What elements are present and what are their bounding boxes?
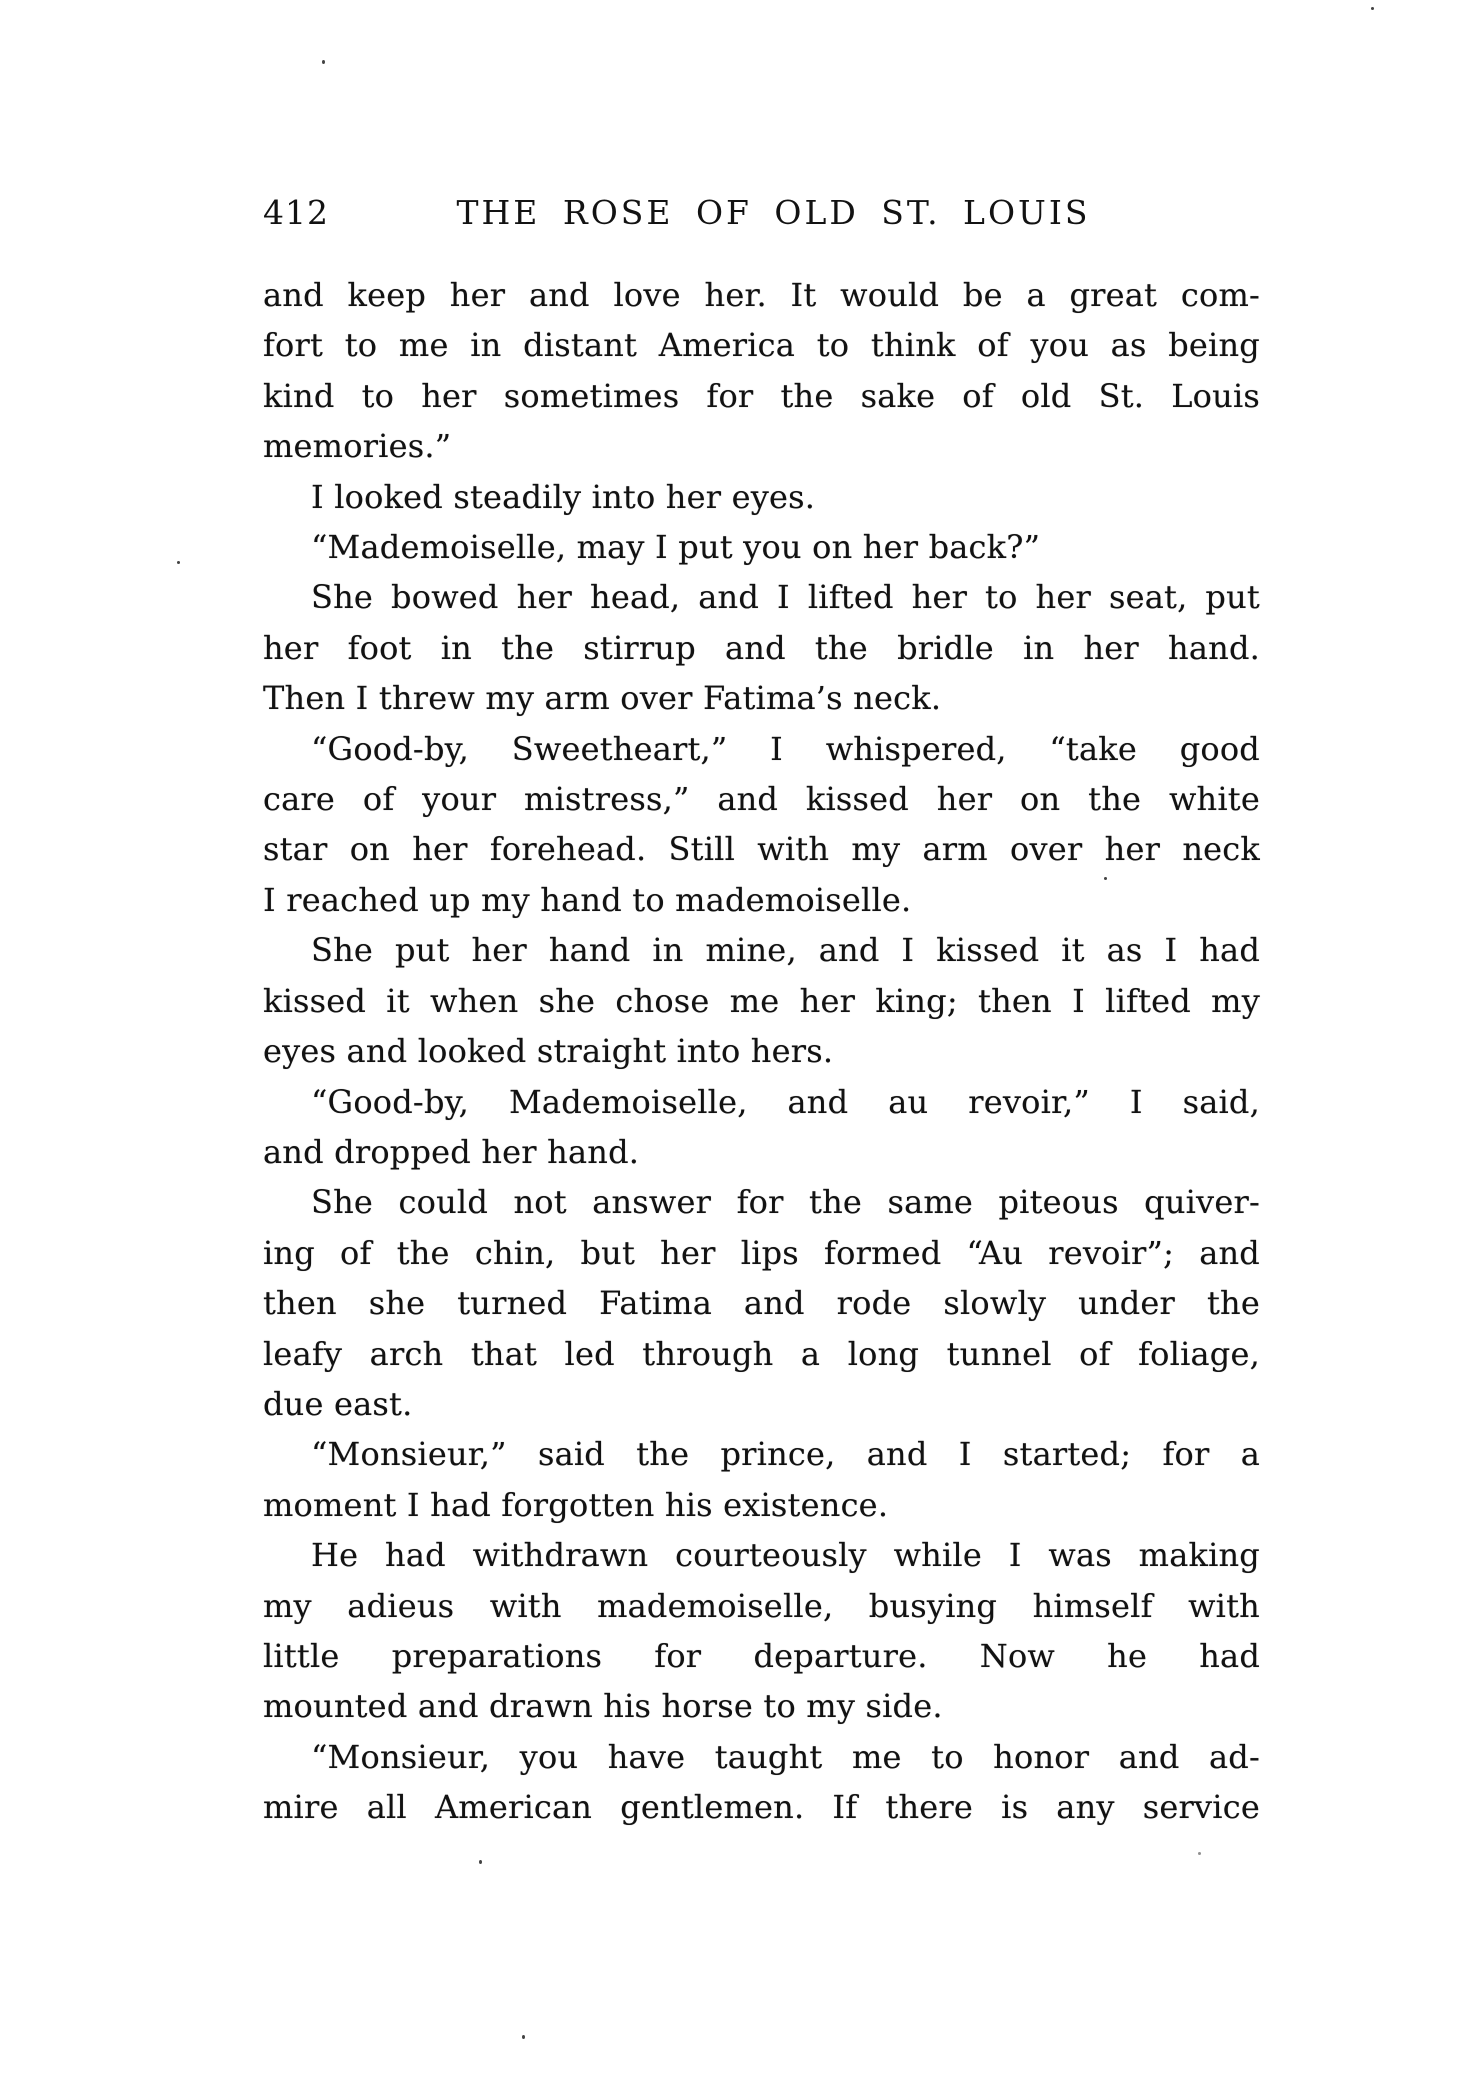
paragraph bbox=[263, 1077, 1260, 1178]
paragraph bbox=[263, 925, 1260, 1076]
text-line: fort to me in distant America to think of you as being bbox=[263, 326, 1260, 365]
text-line: and dropped her hand. bbox=[263, 1132, 640, 1171]
body-text bbox=[263, 270, 1260, 1833]
running-title: THE ROSE OF OLD ST. LOUIS bbox=[456, 193, 1091, 232]
text-line: He had withdrawn courteously while I was making bbox=[311, 1536, 1260, 1575]
paragraph bbox=[263, 472, 1260, 522]
paragraph bbox=[263, 572, 1260, 723]
text-line: kind to her sometimes for the sake of old St. Louis bbox=[263, 376, 1260, 415]
text-line: She could not answer for the same piteous quiver- bbox=[311, 1183, 1260, 1222]
scan-speck bbox=[177, 561, 180, 564]
text-line: I reached up my hand to mademoiselle. bbox=[263, 880, 912, 919]
scan-speck bbox=[522, 2035, 525, 2039]
text-line: “Good-by, Mademoiselle, and au revoir,” I said, bbox=[311, 1082, 1260, 1121]
text-line: eyes and looked straight into hers. bbox=[263, 1032, 834, 1071]
text-line: kissed it when she chose me her king; then I lifted my bbox=[263, 981, 1260, 1020]
paragraph bbox=[263, 724, 1260, 926]
page-header bbox=[263, 193, 1260, 233]
text-line: “Monsieur, you have taught me to honor and ad- bbox=[311, 1737, 1260, 1776]
page-number: 412 bbox=[263, 193, 329, 232]
text-line: I looked steadily into her eyes. bbox=[311, 477, 816, 516]
text-line: star on her forehead. Still with my arm over her neck bbox=[263, 830, 1260, 869]
text-line: mire all American gentlemen. If there is any service bbox=[263, 1788, 1260, 1827]
paragraph bbox=[263, 1732, 1260, 1833]
scan-speck bbox=[1371, 7, 1374, 10]
paragraph bbox=[263, 522, 1260, 572]
text-line: her foot in the stirrup and the bridle in her hand. bbox=[263, 628, 1260, 667]
text-line: leafy arch that led through a long tunnel of foliage, bbox=[263, 1334, 1260, 1373]
text-line: care of your mistress,” and kissed her on the white bbox=[263, 780, 1260, 819]
text-line: She put her hand in mine, and I kissed it as I had bbox=[311, 931, 1260, 970]
text-line: moment I had forgotten his existence. bbox=[263, 1485, 889, 1524]
text-line: and keep her and love her. It would be a great com- bbox=[263, 276, 1260, 314]
text-line: “Mademoiselle, may I put you on her back?” bbox=[311, 528, 1041, 567]
text-line: my adieus with mademoiselle, busying himself with bbox=[263, 1586, 1260, 1625]
scan-speck bbox=[1104, 877, 1107, 880]
text-line: She bowed her head, and I lifted her to her seat, put bbox=[311, 578, 1260, 617]
paragraph bbox=[263, 1530, 1260, 1732]
text-line: due east. bbox=[263, 1384, 413, 1423]
text-line: “Good-by, Sweetheart,” I whispered, “take good bbox=[311, 729, 1260, 768]
text-line: little preparations for departure. Now he had bbox=[263, 1636, 1260, 1675]
paragraph bbox=[263, 270, 1260, 472]
text-line: Then I threw my arm over Fatima’s neck. bbox=[263, 679, 942, 718]
paragraph bbox=[263, 1429, 1260, 1530]
text-line: ing of the chin, but her lips formed “Au revoir”; and bbox=[263, 1233, 1260, 1272]
scan-speck bbox=[322, 60, 325, 64]
text-line: then she turned Fatima and rode slowly under the bbox=[263, 1284, 1260, 1323]
scan-speck bbox=[479, 1860, 482, 1864]
text-line: mounted and drawn his horse to my side. bbox=[263, 1687, 943, 1726]
text-line: “Monsieur,” said the prince, and I started; for a bbox=[311, 1435, 1260, 1474]
paragraph bbox=[263, 1177, 1260, 1429]
text-line: memories.” bbox=[263, 427, 452, 466]
scan-speck bbox=[1198, 1852, 1201, 1855]
